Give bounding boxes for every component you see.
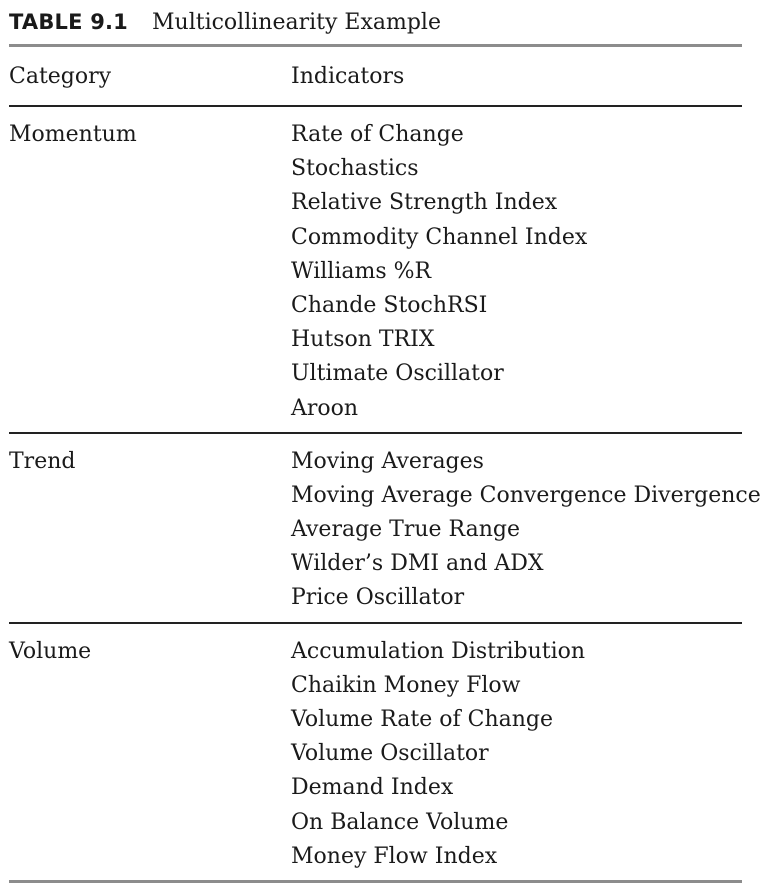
list-item: Volume Oscillator — [291, 741, 489, 767]
list-item: Chaikin Money Flow — [291, 672, 521, 698]
header-category: Category — [9, 63, 112, 89]
list-item: Volume Rate of Change — [291, 707, 554, 732]
list-item: Commodity Channel Index — [291, 224, 588, 250]
list-item: Moving Averages — [291, 448, 484, 474]
indicator-list — [291, 445, 761, 616]
list-item: Relative Strength Index — [291, 190, 558, 216]
list-item: Moving Average Convergence Divergence — [291, 482, 761, 508]
indicator-cell — [291, 635, 742, 874]
list-item: Stochastics — [291, 156, 419, 182]
table-caption — [9, 0, 742, 44]
list-item: Money Flow Index — [291, 843, 498, 869]
list-item: Chande StochRSI — [291, 292, 488, 318]
list-item: Demand Index — [291, 775, 454, 801]
indicator-list — [291, 635, 742, 874]
table-label: TABLE 9.1 — [9, 10, 128, 34]
list-item: Price Oscillator — [291, 585, 465, 611]
table-header-row — [9, 47, 742, 105]
list-item: Ultimate Oscillator — [291, 361, 504, 387]
table-group-momentum — [9, 107, 742, 432]
list-item: Rate of Change — [291, 122, 464, 147]
list-item: Accumulation Distribution — [291, 638, 586, 664]
list-item: On Balance Volume — [291, 809, 509, 835]
bottom-rule — [9, 880, 742, 883]
header-indicators: Indicators — [291, 63, 405, 89]
indicator-list — [291, 118, 742, 426]
category-cell: Volume — [9, 638, 92, 664]
list-item: Aroon — [291, 395, 359, 421]
list-item: Williams %R — [291, 258, 432, 284]
table-group-volume — [9, 624, 742, 880]
table-group-trend — [9, 434, 761, 622]
indicator-cell — [291, 118, 742, 426]
category-cell: Momentum — [9, 122, 137, 147]
table-title: Multicollinearity Example — [152, 9, 441, 35]
table-container — [9, 0, 761, 883]
category-cell: Trend — [9, 448, 76, 474]
list-item: Hutson TRIX — [291, 327, 435, 353]
list-item: Average True Range — [291, 517, 521, 543]
indicator-cell — [291, 445, 761, 616]
list-item: Wilder’s DMI and ADX — [291, 551, 544, 577]
